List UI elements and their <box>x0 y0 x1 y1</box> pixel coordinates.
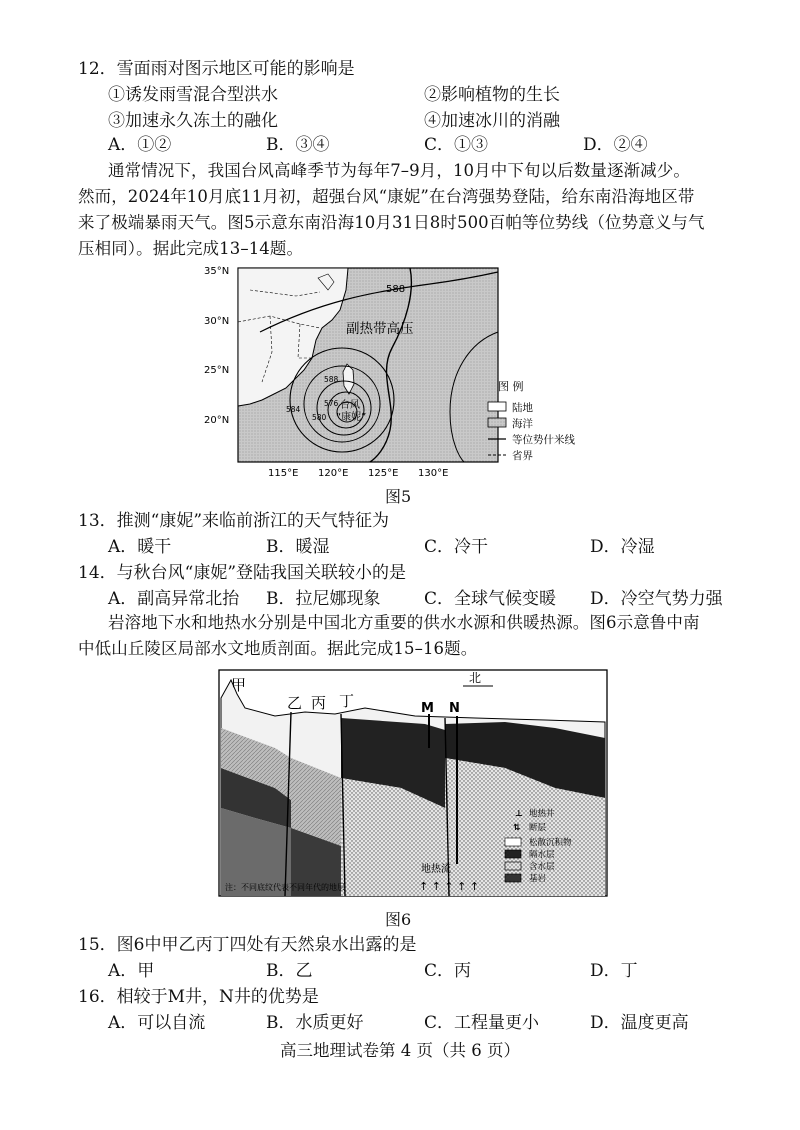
q13-option-a[interactable]: A．暖干 <box>108 537 172 557</box>
label-jia: 甲 <box>231 676 247 694</box>
q15-option-b[interactable]: B．乙 <box>266 961 313 981</box>
q14-option-a[interactable]: A．副高异常北抬 <box>108 589 240 609</box>
high-pressure-label: 副热带高压 <box>346 321 414 337</box>
label-n: N <box>449 701 460 716</box>
label-yi: 乙 <box>287 694 303 712</box>
typhoon-label-line: “康妮” <box>336 412 367 423</box>
q12-option-b[interactable]: B．③④ <box>266 135 330 155</box>
q15-option-c[interactable]: C．丙 <box>424 961 472 981</box>
q14-option-c[interactable]: C．全球气候变暖 <box>424 589 557 609</box>
q15-option-a[interactable]: A．甲 <box>108 961 155 981</box>
q14-option-d[interactable]: D．冷空气势力强 <box>590 589 723 609</box>
legend-land-swatch <box>488 402 506 411</box>
legend-title: 图 例 <box>498 380 524 393</box>
q16-stem: 16．相较于M井，N井的优势是 <box>78 987 319 1007</box>
lat-label-25: 25°N <box>204 365 230 376</box>
page-footer: 高三地理试卷第 4 页（共 6 页） <box>280 1041 520 1060</box>
legend-land: 陆地 <box>512 402 533 414</box>
lat-label-35: 35°N <box>204 266 230 277</box>
q12-item-2: ②影响植物的生长 <box>424 85 560 105</box>
q16-option-d[interactable]: D．温度更高 <box>590 1013 689 1033</box>
lon-label-115: 115°E <box>268 468 299 479</box>
label-m: M <box>421 701 434 716</box>
legend-sea: 海洋 <box>512 418 533 430</box>
intro2-line-2: 中低山丘陵区局部水文地质剖面。据此完成15–16题。 <box>78 639 478 658</box>
legend-aquiclude: 隔水层 <box>529 850 555 860</box>
intro1-line-4: 压相同）。据此完成13–14题。 <box>78 239 304 258</box>
q14-stem: 14．与秋台风“康妮”登陆我国关联较小的是 <box>78 563 407 583</box>
q12-item-1: ①诱发雨雪混合型洪水 <box>108 85 278 105</box>
typhoon-label <box>336 398 366 423</box>
lon-label-120: 120°E <box>318 468 349 479</box>
q12-option-a[interactable]: A．①② <box>108 135 172 155</box>
contour-small-4: 576 <box>324 399 339 408</box>
legend-well-icon: ⊥ <box>515 809 523 819</box>
contour-small-3: 580 <box>312 413 327 422</box>
q13-stem: 13．推测“康妮”来临前浙江的天气特征为 <box>78 511 390 531</box>
legend-swatch-sediment <box>505 838 521 846</box>
north-label: 北 <box>469 671 482 685</box>
intro1-line-1: 通常情况下，我国台风高峰季节为每年7–9月，10月中下旬以后数量逐渐减少。 <box>108 161 690 180</box>
q15-stem: 15．图6中甲乙丙丁四处有天然泉水出露的是 <box>78 935 417 955</box>
q12-option-d[interactable]: D．②④ <box>583 135 648 155</box>
legend-fault-icon: ⇅ <box>513 823 521 833</box>
label-ding: 丁 <box>339 692 355 710</box>
lat-label-30: 30°N <box>204 316 230 327</box>
q16-option-a[interactable]: A．可以自流 <box>108 1013 206 1033</box>
figure-5-caption: 图5 <box>385 487 412 506</box>
lon-label-130: 130°E <box>418 468 449 479</box>
q16-option-b[interactable]: B．水质更好 <box>266 1013 364 1033</box>
legend-sediment: 松散沉积物 <box>529 838 572 848</box>
q16-option-c[interactable]: C．工程量更小 <box>424 1013 540 1033</box>
figure-5-map <box>200 262 610 484</box>
q13-option-c[interactable]: C．冷干 <box>424 537 489 557</box>
figure-6-cross-section <box>215 668 615 900</box>
contour-label-588: 588 <box>386 284 406 295</box>
label-bing: 丙 <box>311 694 327 712</box>
intro1-line-2: 然而，2024年10月底11月初，超强台风“康妮”在台湾强势登陆，给东南沿海地区带 <box>78 187 695 206</box>
contour-small-1: 588 <box>324 375 339 384</box>
q15-option-d[interactable]: D．丁 <box>590 961 638 981</box>
q12-item-4: ④加速冰川的消融 <box>424 111 560 131</box>
legend-fault: 断层 <box>529 823 547 833</box>
legend-border: 省界 <box>512 450 533 462</box>
lat-label-20: 20°N <box>204 415 230 426</box>
q13-option-d[interactable]: D．冷湿 <box>590 537 655 557</box>
q12-option-c[interactable]: C．①③ <box>424 135 489 155</box>
q14-option-b[interactable]: B．拉尼娜现象 <box>266 589 381 609</box>
legend-contour: 等位势什米线 <box>512 434 575 446</box>
q12-item-3: ③加速永久冻土的融化 <box>108 111 278 131</box>
legend-bedrock: 基岩 <box>529 874 547 884</box>
legend-sea-swatch <box>488 418 506 427</box>
q12-stem: 12．雪面雨对图示地区可能的影响是 <box>78 59 355 79</box>
intro2-line-1: 岩溶地下水和地热水分别是中国北方重要的供水水源和供暖热源。图6示意鲁中南 <box>108 613 700 632</box>
heat-flow-label: 地热流 <box>421 864 451 875</box>
figure-6-note: 注：不同底纹代表不同年代的地层 <box>225 883 345 892</box>
legend-swatch-aquiclude <box>505 850 521 858</box>
legend-swatch-aquifer <box>505 862 521 870</box>
intro1-line-3: 来了极端暴雨天气。图5示意东南沿海10月31日8时500百帕等位势线（位势意义与气 <box>78 213 705 232</box>
contour-small-2: 584 <box>286 405 301 414</box>
heat-flow-arrows: ↑ ↑ ↑ ↑ ↑ <box>419 880 480 893</box>
typhoon-label-line: 台风 <box>340 400 360 411</box>
legend-well: 地热井 <box>529 809 555 819</box>
lon-label-125: 125°E <box>368 468 399 479</box>
legend-aquifer: 含水层 <box>529 862 555 872</box>
q13-option-b[interactable]: B．暖湿 <box>266 537 330 557</box>
figure-6-caption: 图6 <box>385 910 412 929</box>
legend-swatch-bedrock <box>505 874 521 882</box>
